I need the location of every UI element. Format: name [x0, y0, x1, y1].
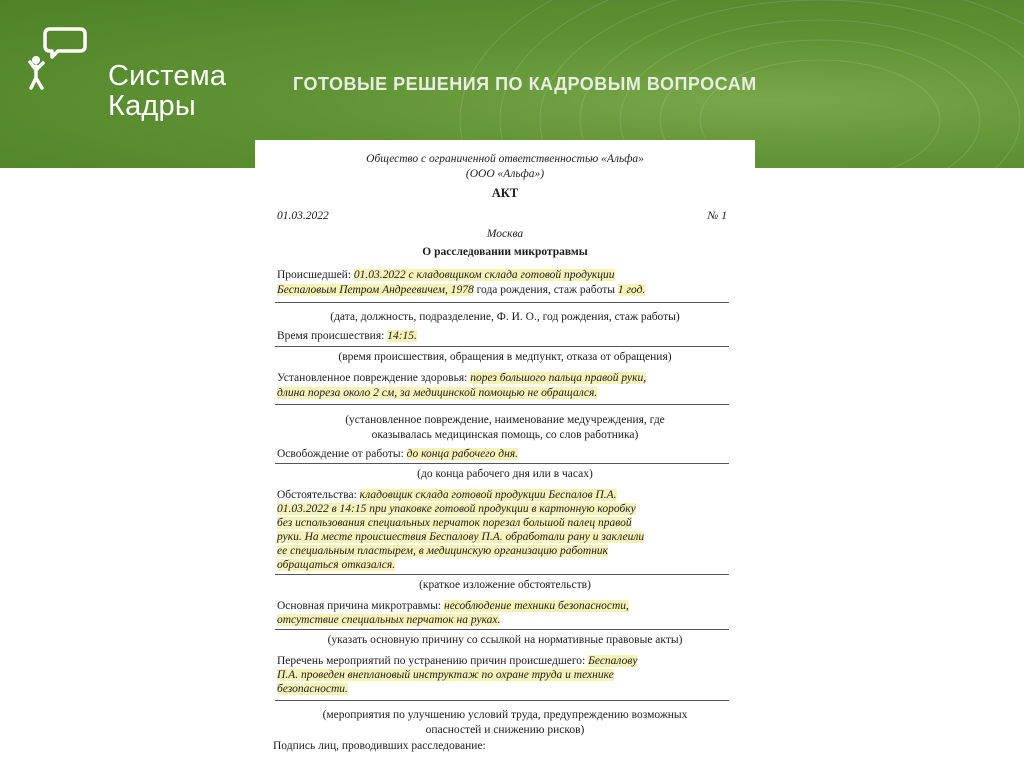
act-number: № 1 [707, 210, 727, 222]
circumstances-line4 [277, 530, 644, 544]
cause-label: Основная причина микротравмы: [277, 600, 442, 612]
circumstances-line5 [277, 544, 608, 558]
brand-logo[interactable] [28, 26, 227, 126]
circumstances-value-2: 01.03.2022 в 14:15 при упаковке готовой продукции в картонную коробку [277, 503, 636, 515]
measures-value-1: Беспалову [588, 655, 638, 667]
cause-value-2: отсутствие специальных перчаток на руках. [277, 614, 501, 626]
act-subject: О расследовании микротравмы [422, 246, 588, 258]
measures-line1 [277, 654, 637, 668]
underline [275, 404, 729, 405]
happened-line1 [277, 268, 615, 282]
circumstances-value-1: кладовщик склада готовой продукции Беспалов П.А. [359, 489, 617, 501]
org-short-name: (ООО «Альфа») [465, 168, 545, 180]
cause-line2 [277, 613, 500, 627]
underline [275, 302, 729, 303]
caption-measures-1: (мероприятия по улучшению условий труда, предупреждению возможных [322, 709, 688, 721]
underline [275, 463, 729, 464]
circumstances-line1 [277, 488, 617, 502]
injury-value-1: порез большого пальца правой руки, [470, 372, 647, 384]
signatures-label: Подпись лиц, проводивших расследование: [273, 740, 486, 752]
cause-line1 [277, 599, 629, 613]
circumstances-value-6: обращаться отказался. [277, 559, 396, 571]
caption-person: (дата, должность, подразделение, Ф. И. О., год рождения, стаж работы) [330, 311, 680, 323]
circumstances-line3 [277, 516, 632, 530]
release-line [277, 447, 518, 461]
underline [275, 574, 729, 575]
caption-circumstances: (краткое изложение обстоятельств) [419, 579, 591, 591]
happened-line2 [277, 283, 645, 297]
time-line [277, 329, 417, 343]
circumstances-value-5: ее специальным пластырем, в медицинскую организацию работник [277, 545, 609, 557]
underline [275, 700, 729, 701]
underline [275, 346, 729, 347]
release-label: Освобождение от работы: [277, 448, 404, 460]
release-value: до конца рабочего дня. [406, 448, 519, 460]
caption-measures-2: опасностей и снижению рисков) [425, 724, 585, 736]
act-city: Москва [486, 228, 524, 240]
measures-value-2: П.А. проведен внеплановый инструктаж по охране труда и технике [277, 669, 614, 681]
act-document [255, 140, 755, 769]
circumstances-value-3: без использования специальных перчаток порезал большой палец правой [277, 517, 632, 529]
act-title: АКТ [491, 186, 519, 200]
injury-line1 [277, 371, 646, 385]
chat-figure-icon [28, 26, 88, 96]
header-title: ГОТОВЫЕ РЕШЕНИЯ ПО КАДРОВЫМ ВОПРОСАМ [293, 74, 757, 94]
happened-label: Происшедшей: [277, 269, 352, 281]
caption-injury-1: (установленное повреждение, наименование медучреждения, где [345, 414, 665, 426]
caption-release: (до конца рабочего дня или в часах) [417, 468, 593, 480]
caption-time: (время происшествия, обращения в медпункт, отказа от обращения) [338, 351, 672, 363]
injury-line2 [277, 386, 597, 400]
measures-line2 [277, 668, 614, 682]
act-date: 01.03.2022 [277, 210, 329, 222]
time-label: Время происшествия: [277, 330, 385, 342]
circumstances-label: Обстоятельства: [277, 489, 357, 501]
circumstances-line2 [277, 502, 636, 516]
brand-name-line1: Система [108, 60, 227, 92]
cause-value-1: несоблюдение техники безопасности, [444, 600, 629, 612]
time-value: 14:15. [387, 330, 417, 342]
underline [275, 629, 729, 630]
injury-label: Установленное повреждение здоровья: [277, 372, 468, 384]
measures-label: Перечень мероприятий по устранению причин происшедшего: [277, 655, 586, 667]
measures-line3 [277, 682, 348, 696]
happened-value-1: 01.03.2022 с кладовщиком склада готовой продукции [353, 269, 615, 281]
circumstances-line6 [277, 558, 395, 572]
happened-mid: года рождения, стаж работы [476, 284, 615, 296]
circumstances-value-4: руки. На месте происшествия Беспалову П.А. обработали рану и заклеили [277, 531, 645, 543]
happened-experience: 1 год. [617, 284, 646, 296]
caption-injury-2: оказывалась медицинская помощь, со слов работника) [371, 429, 639, 441]
brand-name-line2: Кадры [108, 90, 196, 122]
injury-value-2: длина пореза около 2 см, за медицинской помощью не обращался. [277, 387, 598, 399]
org-name: Общество с ограниченной ответственностью «Альфа» [366, 153, 644, 165]
caption-cause: (указать основную причину со ссылкой на нормативные правовые акты) [327, 634, 683, 646]
happened-value-2: Беспаловым Петром Андреевичем, 1978 [277, 284, 474, 296]
measures-value-3: безопасности. [277, 683, 348, 695]
